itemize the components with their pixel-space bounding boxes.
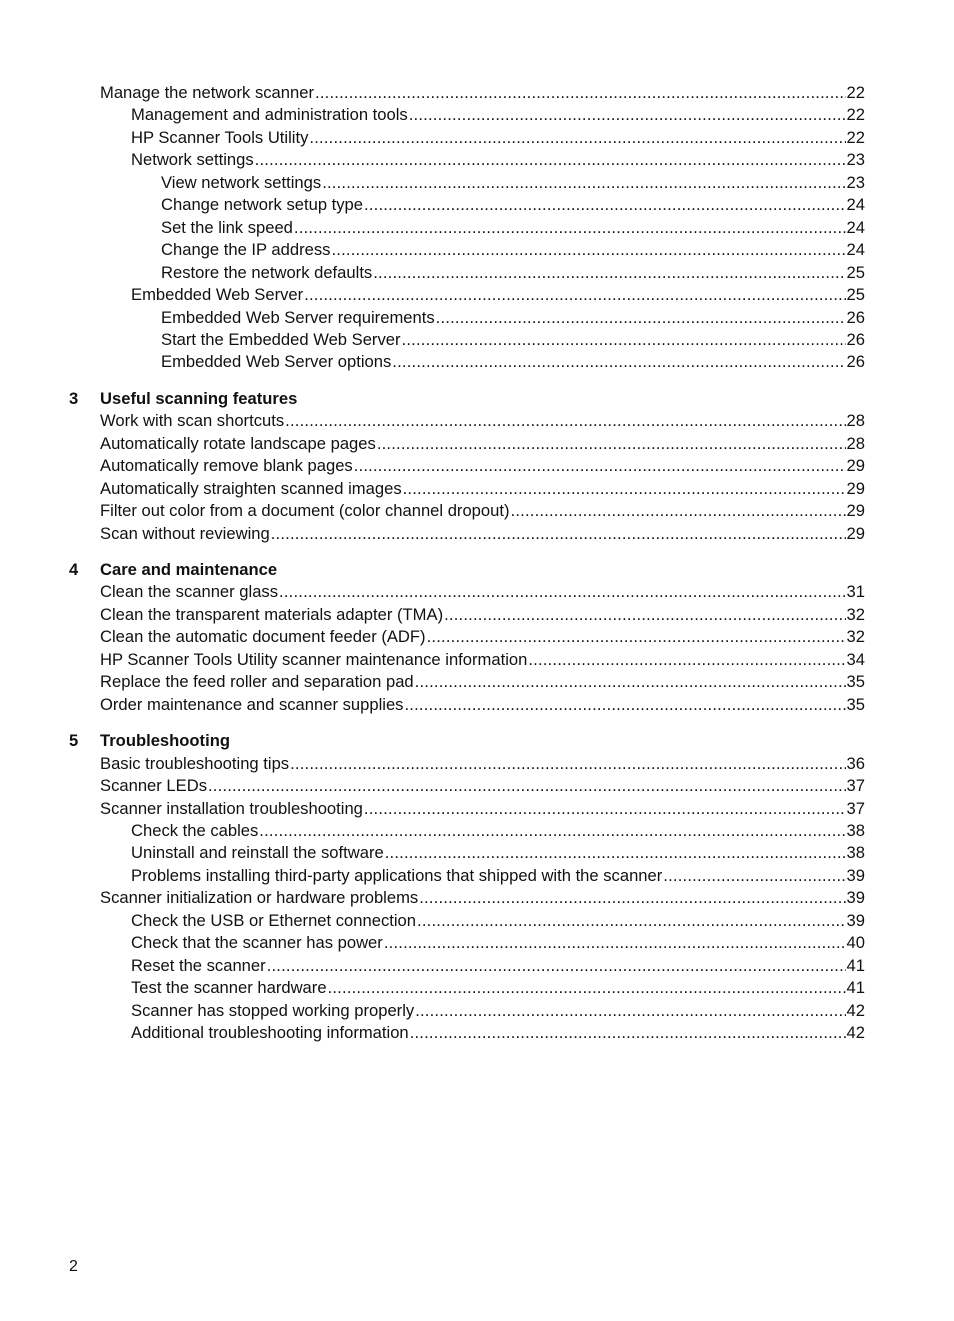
toc-dot-leader xyxy=(285,410,845,432)
toc-entry-page-number: 37 xyxy=(846,776,865,796)
toc-entry[interactable] xyxy=(100,581,865,603)
toc-entry-title: Scan without reviewing xyxy=(100,523,270,543)
toc-dot-leader xyxy=(385,842,846,864)
toc-dot-leader xyxy=(392,351,845,373)
toc-entry-page-number: 25 xyxy=(846,262,865,282)
toc-entry-title: Scanner LEDs xyxy=(100,776,207,796)
toc-entry[interactable] xyxy=(161,172,865,194)
toc-dot-leader xyxy=(304,284,845,306)
toc-entry[interactable] xyxy=(131,149,865,171)
toc-dot-leader xyxy=(208,775,846,797)
toc-entry-title: Check that the scanner has power xyxy=(131,933,383,953)
toc-entry-page-number: 24 xyxy=(846,217,865,237)
toc-entry[interactable] xyxy=(100,798,865,820)
toc-entry[interactable] xyxy=(131,910,865,932)
chapter-title: Useful scanning features xyxy=(100,388,298,408)
toc-entry[interactable] xyxy=(161,194,865,216)
toc-entry-title: Clean the scanner glass xyxy=(100,582,279,602)
toc-entry-page-number: 39 xyxy=(846,888,865,908)
toc-dot-leader xyxy=(419,887,845,909)
toc-entry[interactable] xyxy=(100,753,865,775)
toc-dot-leader xyxy=(322,172,845,194)
toc-entry-page-number: 42 xyxy=(846,1023,865,1042)
toc-dot-leader xyxy=(271,523,846,545)
toc-entry-title: Set the link speed xyxy=(161,217,293,237)
toc-entry-title: Restore the network defaults xyxy=(161,262,373,282)
toc-entry-title: Clean the transparent materials adapter (TMA) xyxy=(100,604,444,624)
toc-entry-page-number: 41 xyxy=(846,955,865,975)
toc-entry-page-number: 26 xyxy=(846,329,865,349)
toc-dot-leader xyxy=(290,753,845,775)
toc-entry-title: Scanner has stopped working properly xyxy=(131,1000,415,1020)
toc-entry[interactable] xyxy=(131,977,865,999)
toc-entry[interactable] xyxy=(131,1000,865,1022)
toc-dot-leader xyxy=(410,1022,846,1044)
toc-entry-title: Embedded Web Server xyxy=(131,285,304,305)
toc-entry-title: Basic troubleshooting tips xyxy=(100,753,290,773)
toc-entry-title: Additional troubleshooting information xyxy=(131,1023,409,1042)
toc-entry[interactable] xyxy=(100,410,865,432)
toc-entry-page-number: 29 xyxy=(846,523,865,543)
toc-entry[interactable] xyxy=(161,351,865,373)
toc-entry[interactable] xyxy=(131,1022,865,1044)
toc-entry[interactable] xyxy=(100,433,865,455)
toc-entry-page-number: 29 xyxy=(846,456,865,476)
toc-entry-page-number: 35 xyxy=(846,694,865,714)
toc-dot-leader xyxy=(267,955,846,977)
toc-entry-title: Network settings xyxy=(131,150,254,170)
toc-entry-title: Scanner installation troubleshooting xyxy=(100,798,363,818)
chapter-number: 5 xyxy=(69,731,79,751)
toc-entry-title: View network settings xyxy=(161,172,322,192)
toc-entry-title: Embedded Web Server options xyxy=(161,352,392,372)
toc-entry[interactable] xyxy=(131,284,865,306)
toc-dot-leader xyxy=(384,932,846,954)
toc-entry-page-number: 25 xyxy=(846,285,865,305)
toc-entry[interactable] xyxy=(100,887,865,909)
toc-dot-leader xyxy=(364,798,846,820)
toc-dot-leader xyxy=(403,478,846,500)
toc-entry-page-number: 26 xyxy=(846,352,865,372)
toc-dot-leader xyxy=(402,329,846,351)
toc-entry[interactable] xyxy=(131,820,865,842)
toc-entry[interactable] xyxy=(161,329,865,351)
toc-entry-title: Check the USB or Ethernet connection xyxy=(131,910,417,930)
toc-entry-page-number: 29 xyxy=(846,478,865,498)
chapter-heading[interactable] xyxy=(69,730,230,752)
toc-entry[interactable] xyxy=(161,217,865,239)
toc-entry-title: Order maintenance and scanner supplies xyxy=(100,694,404,714)
toc-entry[interactable] xyxy=(100,455,865,477)
toc-entry[interactable] xyxy=(131,932,865,954)
toc-entry-title: HP Scanner Tools Utility scanner maintenance information xyxy=(100,649,528,669)
toc-entry-title: Clean the automatic document feeder (ADF) xyxy=(100,627,426,647)
toc-entry[interactable] xyxy=(131,127,865,149)
toc-entry[interactable] xyxy=(161,239,865,261)
toc-entry[interactable] xyxy=(161,262,865,284)
toc-dot-leader xyxy=(528,649,845,671)
toc-entry-page-number: 31 xyxy=(846,582,865,602)
chapter-number: 3 xyxy=(69,388,79,408)
toc-dot-leader xyxy=(663,865,845,887)
toc-entry[interactable] xyxy=(100,478,865,500)
toc-dot-leader xyxy=(436,307,846,329)
toc-entry-page-number: 24 xyxy=(846,240,865,260)
toc-entry-title: Check the cables xyxy=(131,820,259,840)
toc-entry[interactable] xyxy=(100,82,865,104)
toc-entry[interactable] xyxy=(131,104,865,126)
toc-entry-page-number: 41 xyxy=(846,978,865,998)
toc-dot-leader xyxy=(331,239,845,261)
toc-entry[interactable] xyxy=(100,649,865,671)
toc-entry-title: Management and administration tools xyxy=(131,105,408,125)
toc-entry-page-number: 23 xyxy=(846,150,865,170)
toc-entry-title: Change the IP address xyxy=(161,240,331,260)
toc-entry-title: Automatically rotate landscape pages xyxy=(100,433,376,453)
toc-dot-leader xyxy=(364,194,846,216)
toc-entry-title: Embedded Web Server requirements xyxy=(161,307,435,327)
toc-dot-leader xyxy=(415,1000,845,1022)
toc-entry[interactable] xyxy=(100,604,865,626)
toc-entry[interactable] xyxy=(100,694,865,716)
toc-dot-leader xyxy=(417,910,846,932)
toc-entry-title: Replace the feed roller and separation pad xyxy=(100,672,414,692)
toc-dot-leader xyxy=(404,694,845,716)
toc-dot-leader xyxy=(309,127,845,149)
toc-entry-title: Scanner initialization or hardware problems xyxy=(100,888,419,908)
toc-entry-page-number: 36 xyxy=(846,753,865,773)
toc-entry-page-number: 42 xyxy=(846,1000,865,1020)
toc-entry[interactable] xyxy=(131,865,865,887)
toc-entry-title: Manage the network scanner xyxy=(100,83,315,102)
toc-entry-page-number: 38 xyxy=(846,820,865,840)
toc-entry-title: HP Scanner Tools Utility xyxy=(131,127,309,147)
chapter-number: 4 xyxy=(69,560,79,579)
toc-dot-leader xyxy=(315,82,846,104)
toc-entry-page-number: 22 xyxy=(846,83,865,102)
toc-entry-title: Work with scan shortcuts xyxy=(100,411,285,431)
toc-entry-title: Automatically remove blank pages xyxy=(100,456,353,476)
toc-entry-page-number: 34 xyxy=(846,649,865,669)
toc-dot-leader xyxy=(511,500,846,522)
toc-dot-leader xyxy=(409,104,846,126)
toc-entry[interactable] xyxy=(131,842,865,864)
toc-entry-page-number: 24 xyxy=(846,195,865,215)
toc-entry-page-number: 35 xyxy=(846,672,865,692)
toc-entry[interactable] xyxy=(100,671,865,693)
toc-entry[interactable] xyxy=(100,775,865,797)
toc-entry[interactable] xyxy=(100,523,865,545)
toc-entry-title: Reset the scanner xyxy=(131,955,266,975)
toc-entry-title: Problems installing third-party applications that shipped with the scanner xyxy=(131,865,663,885)
toc-dot-leader xyxy=(294,217,846,239)
chapter-heading[interactable] xyxy=(69,388,297,410)
toc-entry-page-number: 37 xyxy=(846,798,865,818)
toc-entry-title: Automatically straighten scanned images xyxy=(100,478,402,498)
toc-entry[interactable] xyxy=(161,307,865,329)
chapter-heading[interactable] xyxy=(69,559,277,581)
footer-page-number: 2 xyxy=(69,1258,78,1275)
toc-dot-leader xyxy=(255,149,846,171)
toc-entry-title: Test the scanner hardware xyxy=(131,978,327,998)
toc-entry[interactable] xyxy=(100,626,865,648)
toc-entry-title: Filter out color from a document (color channel dropout) xyxy=(100,501,510,521)
toc-dot-leader xyxy=(427,626,846,648)
toc-entry[interactable] xyxy=(131,955,865,977)
toc-entry-page-number: 39 xyxy=(846,865,865,885)
toc-entry-page-number: 39 xyxy=(846,910,865,930)
toc-entry-page-number: 38 xyxy=(846,843,865,863)
toc-dot-leader xyxy=(259,820,845,842)
toc-entry-page-number: 22 xyxy=(846,105,865,125)
toc-entry-page-number: 32 xyxy=(846,604,865,624)
toc-entry-page-number: 32 xyxy=(846,627,865,647)
toc-entry-page-number: 40 xyxy=(846,933,865,953)
toc-entry-title: Change network setup type xyxy=(161,195,364,215)
toc-dot-leader xyxy=(373,262,845,284)
chapter-title: Care and maintenance xyxy=(100,560,278,579)
toc-entry-page-number: 26 xyxy=(846,307,865,327)
toc-dot-leader xyxy=(415,671,846,693)
toc-dot-leader xyxy=(377,433,846,455)
toc-entry-page-number: 28 xyxy=(846,433,865,453)
chapter-title: Troubleshooting xyxy=(100,731,230,751)
toc-entry-page-number: 23 xyxy=(846,172,865,192)
toc-entry-title: Uninstall and reinstall the software xyxy=(131,843,384,863)
toc-dot-leader xyxy=(444,604,845,626)
toc-entry-title: Start the Embedded Web Server xyxy=(161,329,401,349)
toc-entry-page-number: 28 xyxy=(846,411,865,431)
toc-dot-leader xyxy=(328,977,846,999)
toc-entry-page-number: 22 xyxy=(846,127,865,147)
toc-dot-leader xyxy=(354,455,846,477)
toc-entry-page-number: 29 xyxy=(846,501,865,521)
toc-dot-leader xyxy=(279,581,846,603)
toc-entry[interactable] xyxy=(100,500,865,522)
